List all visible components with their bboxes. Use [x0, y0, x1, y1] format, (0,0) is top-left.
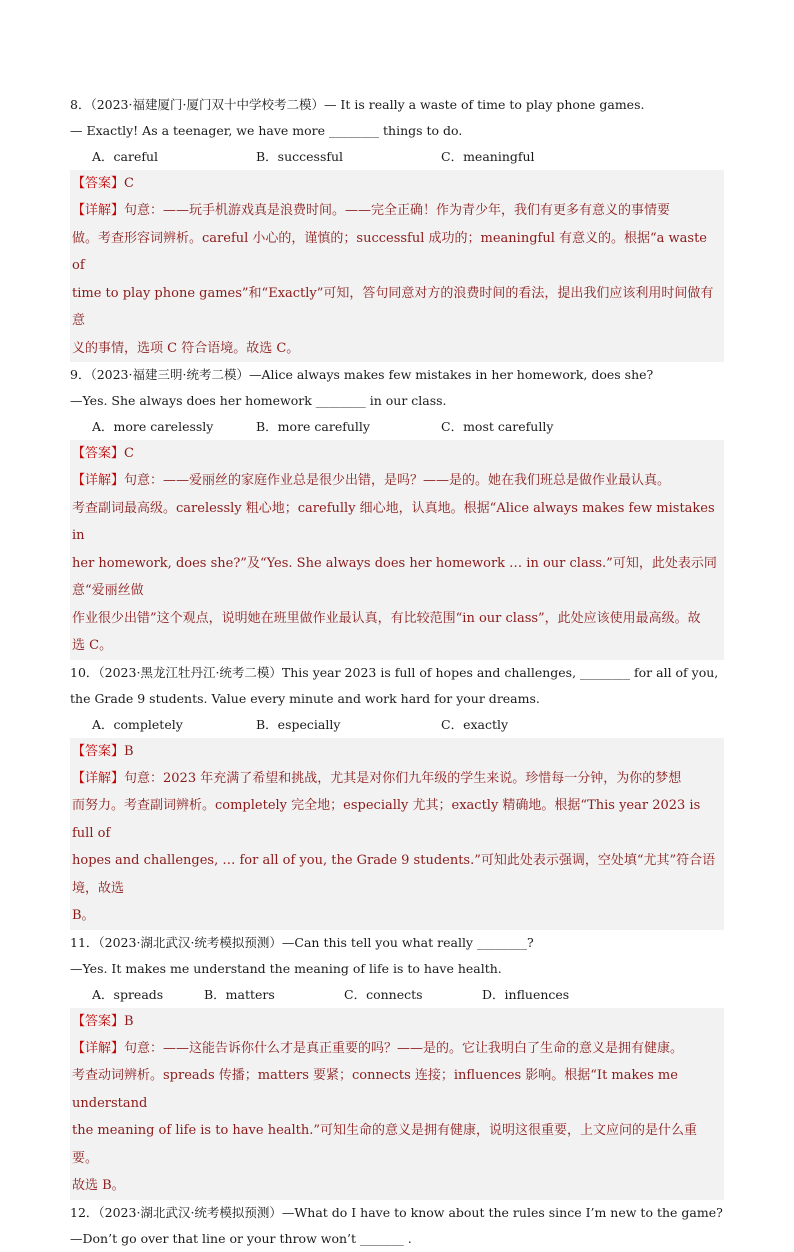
- option-b: B．more carefully: [256, 419, 370, 434]
- question-stem-line: —Yes. She always does her homework ________ in our class.: [70, 393, 447, 408]
- option-c: C．connects: [344, 986, 423, 1002]
- explanation-line: 考查副词最高级。carelessly 粗心地；carefully 细心地，认真地。根据“Alice always makes few mistakes in: [72, 500, 715, 543]
- question-stem-line: — Exactly! As a teenager, we have more ________ things to do.: [70, 123, 463, 138]
- question-stem-line: 12．（2023·湖北武汉·统考模拟预测）—What do I have to know about the rules since I’m new to the game?: [70, 1204, 723, 1220]
- answer-block: [70, 440, 724, 467]
- question-stem-line: the Grade 9 students. Value every minute and work hard for your dreams.: [70, 690, 540, 706]
- explanation-block: [70, 197, 724, 362]
- option-b: B．successful: [256, 149, 344, 164]
- explanation-line: 句意：2023 年充满了希望和挑战，尤其是对你们九年级的学生来说。珍惜每一分钟，为你的梦想: [124, 770, 682, 786]
- question-12: [70, 1200, 724, 1252]
- explanation-line: 句意：——爱丽丝的家庭作业总是很少出错，是吗？——是的。她在我们班总是做作业最认真。: [124, 473, 671, 488]
- explanation-label: 【详解】: [72, 770, 125, 786]
- explanation-label: 【详解】: [72, 1040, 125, 1056]
- options-row: [70, 414, 724, 440]
- question-stem-line: 9．（2023·福建三明·统考二模）—Alice always makes few mistakes in her homework, does she?: [70, 367, 654, 382]
- option-b: B．matters: [204, 986, 275, 1002]
- answer-value: C: [124, 176, 134, 191]
- option-c: C．meaningful: [441, 149, 535, 164]
- explanation-line: 做。考查形容词辨析。careful 小心的，谨慎的；successful 成功的；meaningful 有意义的。根据“a waste of: [72, 230, 707, 273]
- explanation-line: B。: [72, 908, 95, 923]
- document-body: [70, 92, 724, 1252]
- explanation-line: 而努力。考查副词辨析。completely 完全地；especially 尤其；exactly 精确地。根据“This year 2023 is full of: [72, 798, 701, 841]
- explanation-label: 【详解】: [72, 473, 125, 488]
- explanation-line: 作业很少出错”这个观点，说明她在班里做作业最认真，有比较范围“in our class”，此处应该使用最高级。故: [72, 610, 701, 626]
- option-d: D．influences: [482, 986, 570, 1002]
- question-11: [70, 930, 724, 1200]
- answer-label: 【答案】: [72, 1013, 125, 1029]
- option-b: B．especially: [256, 716, 341, 732]
- question-stem-line: —Don’t go over that line or your throw won’t _______ .: [70, 1230, 412, 1246]
- options-row: [70, 712, 724, 738]
- answer-block: [70, 1008, 724, 1035]
- question-10: [70, 660, 724, 930]
- explanation-line: 考查动词辨析。spreads 传播；matters 要紧；connects 连接；influences 影响。根据“It makes me understand: [72, 1068, 678, 1111]
- explanation-line: time to play phone games”和“Exactly”可知，答句同意对方的浪费时间的看法，提出我们应该利用时间做有意: [72, 285, 714, 328]
- explanation-block: [70, 765, 724, 930]
- answer-label: 【答案】: [72, 743, 125, 759]
- answer-block: [70, 738, 724, 765]
- question-stem-line: —Yes. It makes me understand the meaning of life is to have health.: [70, 960, 502, 976]
- option-a: A．more carelessly: [92, 419, 214, 434]
- explanation-line: 句意：——这能告诉你什么才是真正重要的吗？——是的。它让我明白了生命的意义是拥有健康。: [124, 1040, 684, 1056]
- question-9: [70, 362, 724, 660]
- question-stem-line: 10．（2023·黑龙江牡丹江·统考二模）This year 2023 is full of hopes and challenges, ________ for all of you,: [70, 664, 719, 680]
- answer-label: 【答案】: [72, 176, 125, 191]
- question-stem-line: 8．（2023·福建厦门·厦门双十中学校考二模）— It is really a waste of time to play phone games.: [70, 97, 645, 112]
- explanation-line: hopes and challenges, … for all of you, the Grade 9 students.”可知此处表示强调，空处填“尤其”符合语境，故选: [72, 853, 716, 896]
- option-a: A．careful: [92, 149, 159, 164]
- explanation-line: her homework, does she?”及“Yes. She always does her homework … in our class.”可知，此处表示同意“爱丽丝做: [72, 555, 717, 598]
- explanation-line: 句意：——玩手机游戏真是浪费时间。——完全正确！作为青少年，我们有更多有意义的事情要: [124, 203, 671, 218]
- question-stem-line: 11．（2023·湖北武汉·统考模拟预测）—Can this tell you what really ________?: [70, 934, 534, 950]
- answer-value: B: [124, 1013, 134, 1029]
- explanation-line: 选 C。: [72, 638, 113, 653]
- option-c: C．most carefully: [441, 419, 554, 434]
- answer-block: [70, 170, 724, 197]
- option-a: A．completely: [92, 716, 183, 732]
- explanation-block: [70, 467, 724, 660]
- explanation-block: [70, 1035, 724, 1200]
- explanation-line: the meaning of life is to have health.”可知生命的意义是拥有健康，说明这很重要，上文应问的是什么重要。: [72, 1123, 698, 1166]
- answer-value: B: [124, 743, 134, 759]
- answer-label: 【答案】: [72, 446, 125, 461]
- option-a: A．spreads: [92, 986, 164, 1002]
- option-c: C．exactly: [441, 716, 509, 732]
- answer-value: C: [124, 446, 134, 461]
- options-row: [70, 982, 724, 1008]
- explanation-label: 【详解】: [72, 203, 125, 218]
- options-row: [70, 144, 724, 170]
- explanation-line: 义的事情，选项 C 符合语境。故选 C。: [72, 340, 300, 356]
- question-8: [70, 92, 724, 362]
- explanation-line: 故选 B。: [72, 1178, 125, 1193]
